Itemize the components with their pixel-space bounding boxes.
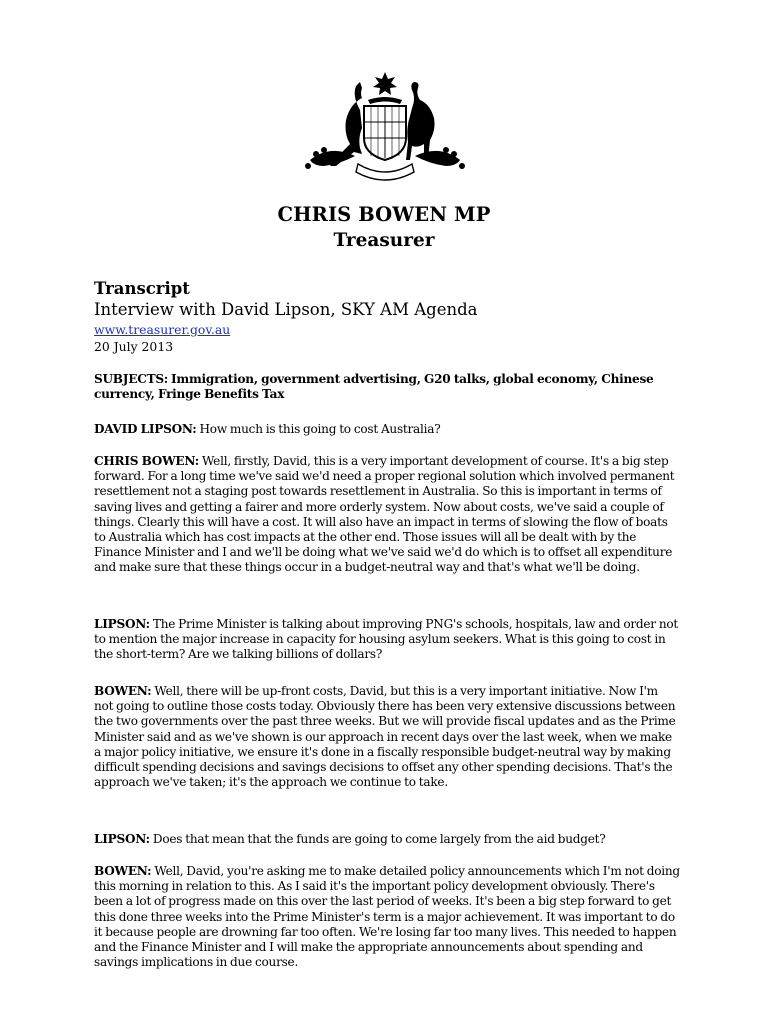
speaker-label: LIPSON: [94, 832, 150, 846]
subjects-text: Immigration, government advertising, G20 talks, global economy, Chinese currency, Fringe Benefits Tax [94, 372, 654, 402]
member-name: CHRIS BOWEN MP [277, 203, 491, 226]
transcript-paragraph [94, 684, 680, 790]
document-type: Transcript [94, 279, 190, 298]
speaker-label: BOWEN: [94, 684, 152, 698]
speaker-label: BOWEN: [94, 864, 152, 878]
speaker-label: LIPSON: [94, 617, 150, 631]
transcript-paragraph [94, 422, 680, 437]
speech-text: Well, David, you're asking me to make detailed policy announcements which I'm not doing this morning in relation to this. As I said it's the important policy development obviously. There's been a lot of progress made on this over the last period of weeks. It's been a big step forward to get this done three weeks into the Prime Minister's term is a major achievement. It was important to do it because people are drowning far too often. We're losing far too many lives. This needed to happen and the Finance Minister and I will make the appropriate announcements about spending and savings implications in due course. [94, 864, 680, 970]
speech-text: Well, firstly, David, this is a very important development of course. It's a big step forward. For a long time we've said we'd need a proper regional solution which involved permanent resettlement not a staging post towards resettlement in Australia. So this is important in terms of saving lives and getting a fairer and more orderly system. Now about costs, we've said a couple of things. Clearly this will have a cost. It will also have an impact in terms of slowing the flow of boats to Australia which has cost impacts at the other end. Those issues will all be dealt with by the Finance Minister and I and we'll be doing what we've said we'd do which is to offset all expenditure and make sure that these things occur in a budget-neutral way and that's what we'll be doing. [94, 454, 675, 575]
speech-text: Does that mean that the funds are going to come largely from the aid budget? [152, 832, 606, 846]
document-title: Interview with David Lipson, SKY AM Agenda [94, 300, 478, 319]
speaker-label: DAVID LIPSON: [94, 422, 197, 436]
speaker-label: CHRIS BOWEN: [94, 454, 199, 468]
subjects-label: SUBJECTS: [94, 372, 169, 386]
subjects-line [94, 372, 680, 402]
speech-text: How much is this going to cost Australia? [199, 422, 441, 436]
document-date: 20 July 2013 [94, 339, 174, 354]
website-link[interactable]: www.treasurer.gov.au [94, 322, 231, 337]
transcript-paragraph [94, 864, 680, 970]
speech-text: Well, there will be up-front costs, David, but this is a very important initiative. Now I'm not going to outline those costs today. Obviously there has been very extensive discussions between the two governments over the past three weeks. But we will provide fiscal updates and as the Prime Minister said and as we've shown is our approach in recent days over the last week, when we make a major policy initiative, we ensure it's done in a fiscally responsible budget-neutral way by making difficult spending decisions and savings decisions to offset any other spending decisions. That's the approach we've taken; it's the approach we continue to take. [94, 684, 676, 790]
transcript-paragraph [94, 617, 680, 663]
speech-text: The Prime Minister is talking about improving PNG's schools, hospitals, law and order not to mention the major increase in capacity for housing asylum seekers. What is this going to cost in the short-term? Are we talking billions of dollars? [94, 617, 679, 662]
coat-of-arms-logo [300, 68, 470, 186]
transcript-paragraph [94, 832, 680, 847]
member-role: Treasurer [333, 230, 435, 251]
transcript-paragraph [94, 454, 680, 576]
